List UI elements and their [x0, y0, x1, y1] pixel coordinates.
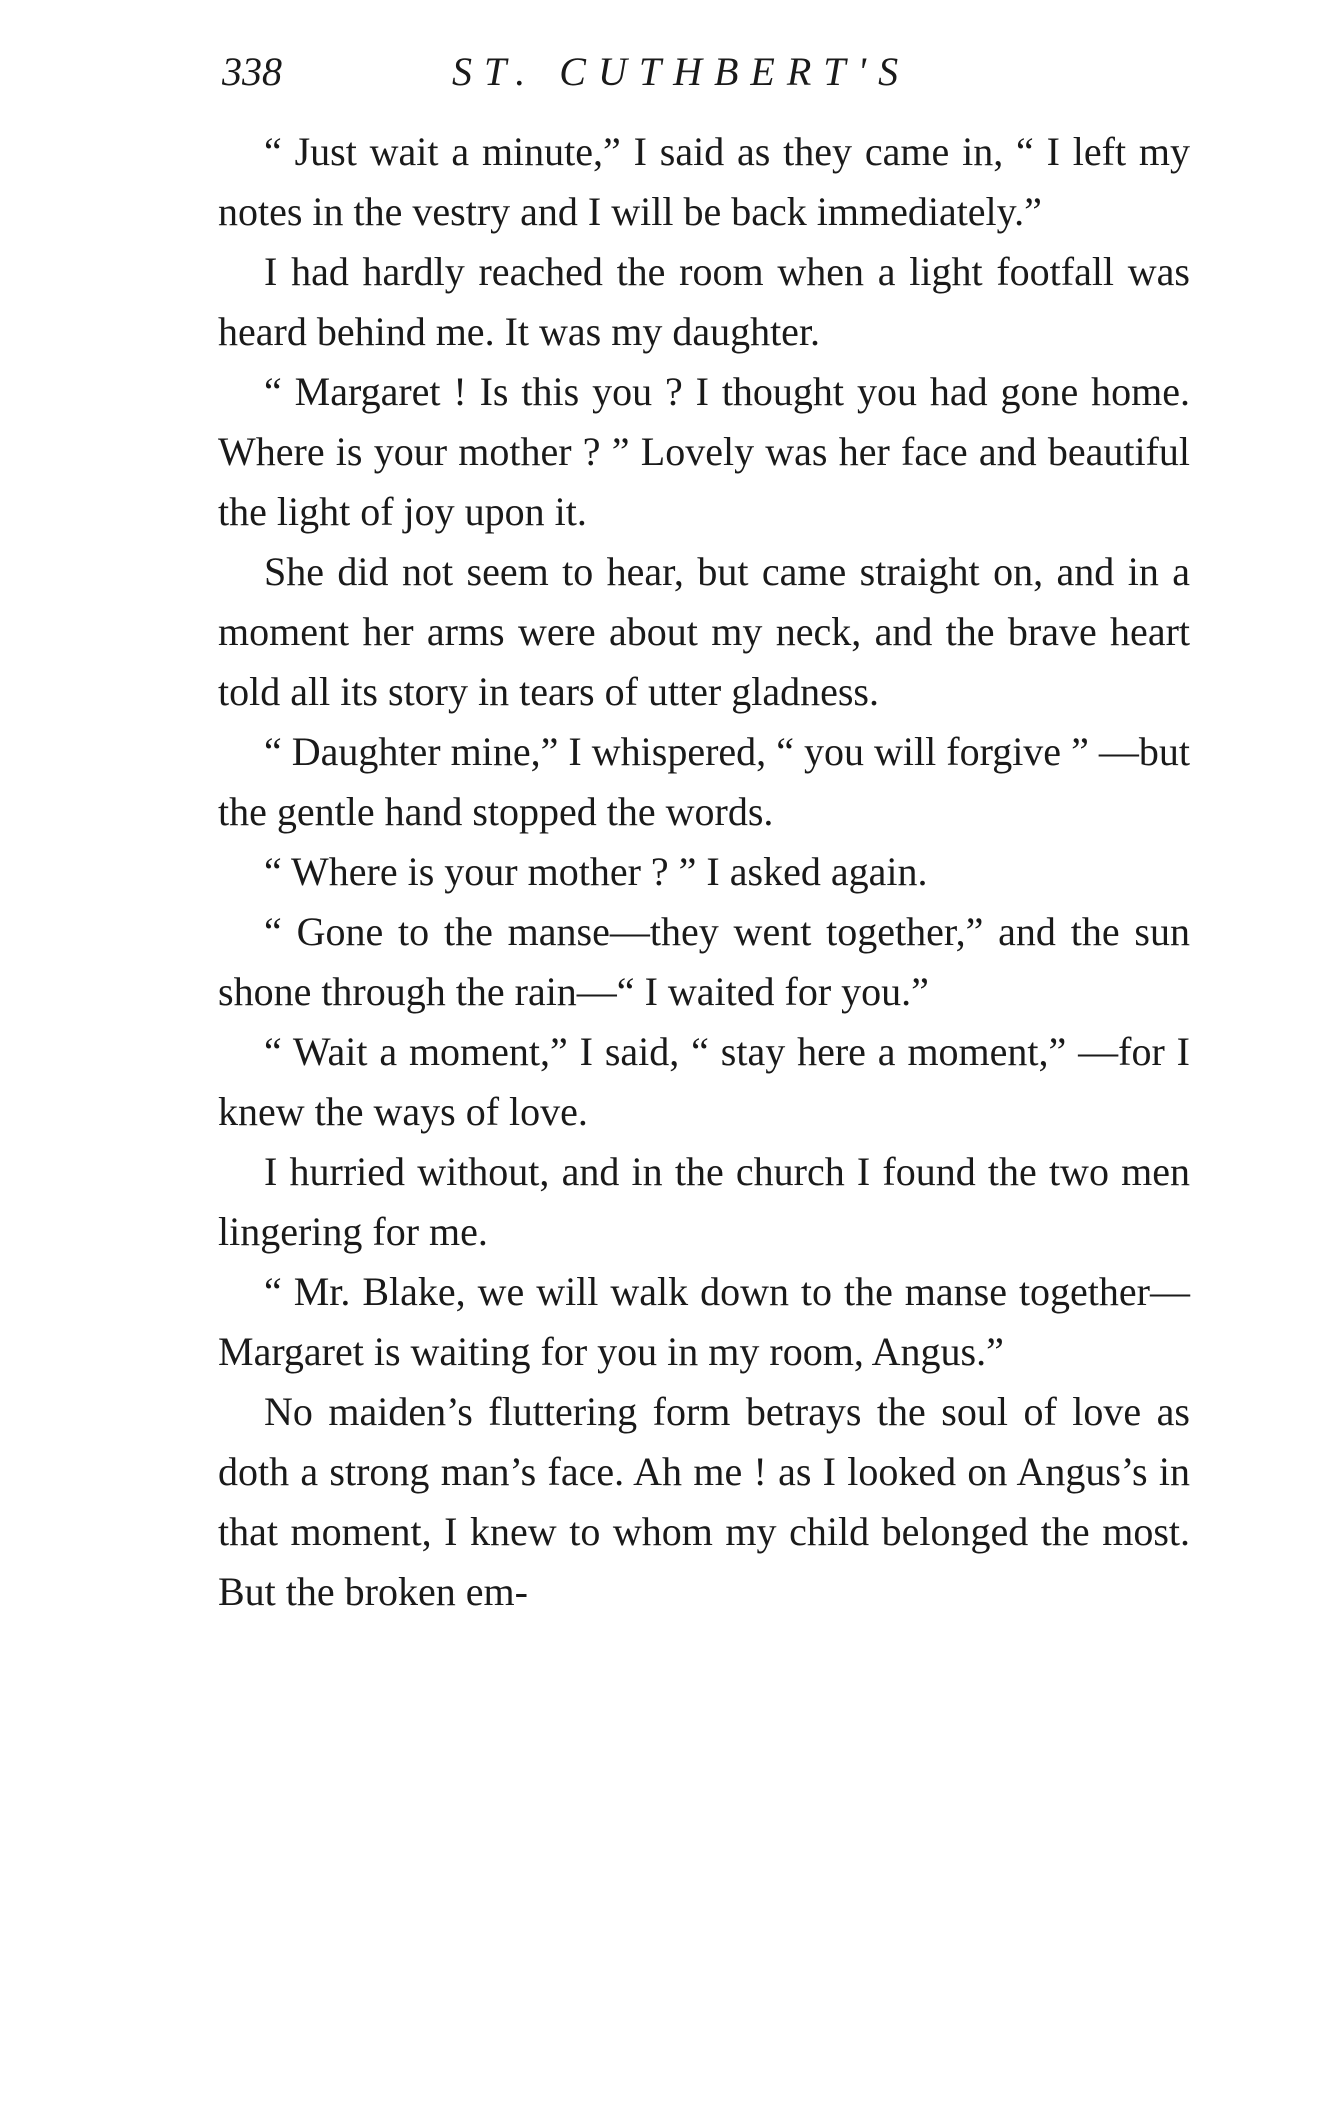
page-number: 338: [222, 49, 282, 94]
paragraph: “ Margaret ! Is this you ? I thought you had gone home. Where is your mother ? ” Lovely was her face and beautiful the light of joy upon it.: [218, 369, 1190, 534]
paragraph: I had hardly reached the room when a light footfall was heard behind me. It was my daughter.: [218, 249, 1190, 354]
paragraph: I hurried without, and in the church I found the two men lingering for me.: [218, 1149, 1190, 1254]
body-text: [218, 122, 1190, 1622]
paragraph: She did not seem to hear, but came straight on, and in a moment her arms were about my neck, and the brave heart told all its story in tears of utter gladness.: [218, 549, 1190, 714]
paragraph: No maiden’s fluttering form betrays the soul of love as doth a strong man’s face. Ah me ! as I looked on Angus’s in that moment, I knew to whom my child belonged the most. But the broken em-: [218, 1389, 1190, 1614]
paragraph: “ Mr. Blake, we will walk down to the manse together—Margaret is waiting for you in my room, Angus.”: [218, 1269, 1190, 1374]
page-header: [222, 42, 1192, 102]
paragraph: “ Just wait a minute,” I said as they came in, “ I left my notes in the vestry and I will be back immediately.”: [218, 129, 1190, 234]
paragraph: “ Gone to the manse—they went together,” and the sun shone through the rain—“ I waited for you.”: [218, 909, 1190, 1014]
paragraph: “ Daughter mine,” I whispered, “ you will forgive ” —but the gentle hand stopped the words.: [218, 729, 1190, 834]
paragraph: “ Wait a moment,” I said, “ stay here a moment,” —for I knew the ways of love.: [218, 1029, 1190, 1134]
paragraph: “ Where is your mother ? ” I asked again.: [264, 849, 928, 894]
running-head: ST. CUTHBERT'S: [452, 49, 911, 94]
